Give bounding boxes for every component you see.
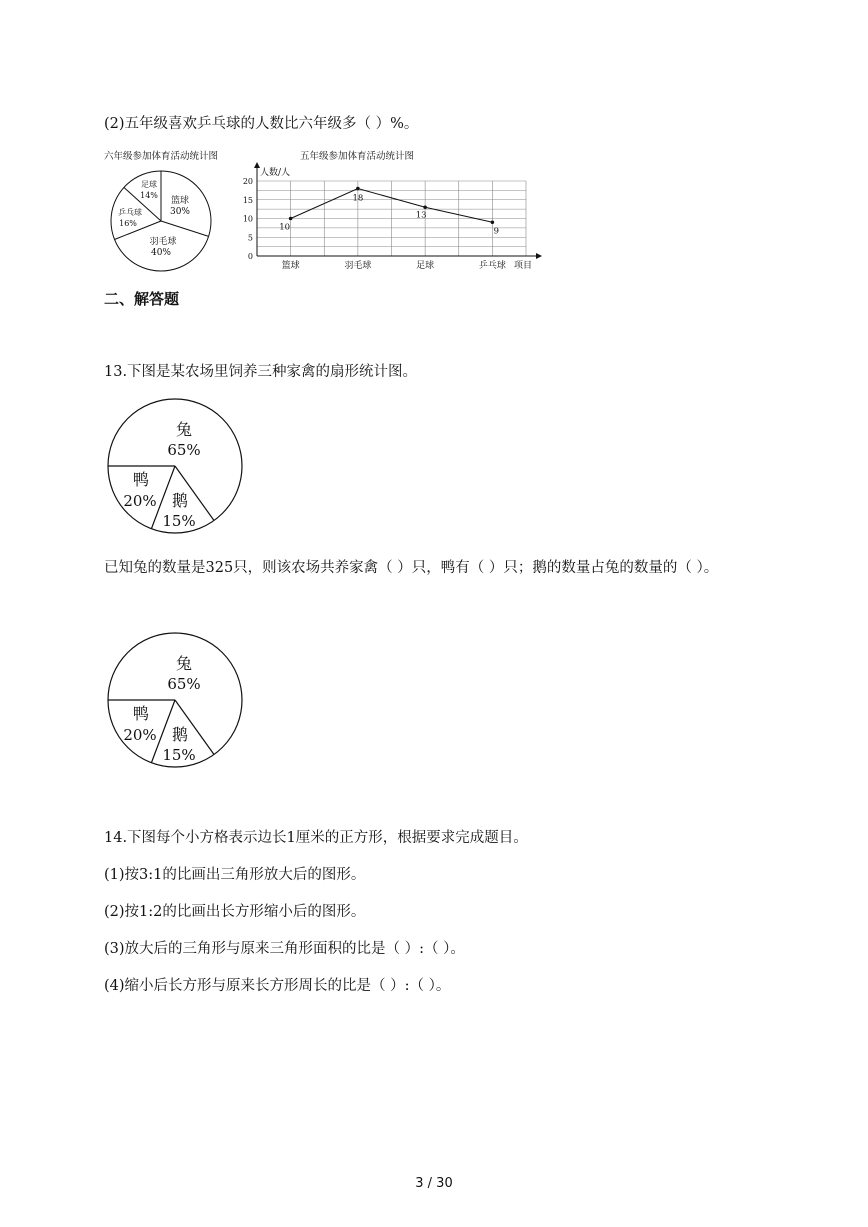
data-label: 9 <box>493 226 500 237</box>
y-tick-label: 10 <box>242 214 253 224</box>
q14-part3: (3)放大后的三角形与原来三角形面积的比是（ ）:（ ）。 <box>104 941 465 957</box>
q14-part4: (4)缩小后长方形与原来长方形周长的比是（ ）:（ ）。 <box>104 978 451 994</box>
rabbit-label: 兔 <box>175 420 193 439</box>
duck-label-2: 鸭 <box>132 704 150 723</box>
data-label: 13 <box>415 210 427 221</box>
y-axis-label: 人数/人 <box>260 168 291 178</box>
rabbit-pct-2: 65% <box>167 675 201 693</box>
farm-pie-chart-2 <box>104 632 246 768</box>
q13-text: 13.下图是某农场里饲养三种家禽的扇形统计图。 <box>104 364 418 380</box>
rabbit-pct: 65% <box>167 441 201 459</box>
q13-question: 已知兔的数量是325只，则该农场共养家禽（ ）只，鸭有（ ）只；鹅的数量占兔的数量的（ ）。 <box>104 560 719 576</box>
q14-part1: (1)按3:1的比画出三角形放大后的图形。 <box>104 867 366 883</box>
farm-pie-chart-1 <box>104 398 246 534</box>
pie-pct-basketball: 30% <box>169 207 191 217</box>
line-chart-axes <box>254 162 542 259</box>
data-point <box>356 187 360 191</box>
five-grade-line-chart <box>236 162 546 274</box>
pie-label-football: 足球 <box>141 180 157 189</box>
rabbit-label-2: 兔 <box>175 654 193 673</box>
y-tick-label: 0 <box>247 252 253 261</box>
x-axis-label: 项目 <box>513 261 533 271</box>
goose-label: 鹅 <box>171 491 189 510</box>
y-tick-label: 15 <box>242 195 253 205</box>
pie-label-badminton: 羽毛球 <box>149 237 177 247</box>
five-grade-chart-title: 五年级参加体育活动统计图 <box>300 151 415 162</box>
x-axis-arrow <box>536 253 542 259</box>
pie-pct-badminton: 40% <box>150 248 172 258</box>
goose-pct: 15% <box>162 512 196 530</box>
data-label: 18 <box>352 193 364 204</box>
q14-text: 14.下图每个小方格表示边长1厘米的正方形，根据要求完成题目。 <box>104 830 528 846</box>
x-tick-label: 乒乓球 <box>478 261 506 271</box>
pie-pct-pingpong: 16% <box>119 219 137 228</box>
data-point <box>289 217 293 221</box>
duck-pct: 20% <box>123 492 157 510</box>
pie-pct-football: 14% <box>140 191 158 200</box>
data-label: 10 <box>279 222 291 233</box>
y-tick-label: 5 <box>247 233 253 243</box>
pie-label-pingpong: 乒乓球 <box>118 208 142 217</box>
x-tick-label: 篮球 <box>281 261 300 271</box>
x-tick-label: 足球 <box>416 261 435 271</box>
goose-label-2: 鹅 <box>171 725 189 744</box>
duck-label: 鸭 <box>132 470 150 489</box>
y-tick-label: 20 <box>242 177 253 186</box>
duck-pct-2: 20% <box>123 726 157 744</box>
six-grade-pie-chart <box>108 168 214 274</box>
six-grade-chart-title: 六年级参加体育活动统计图 <box>104 151 219 162</box>
goose-pct-2: 15% <box>162 746 196 764</box>
data-point <box>491 220 495 224</box>
page-number: 3 / 30 <box>415 1176 453 1191</box>
q14-part2: (2)按1:2的比画出长方形缩小后的图形。 <box>104 904 366 920</box>
data-point <box>423 205 427 209</box>
section-title: 二、解答题 <box>104 290 180 308</box>
x-tick-label: 羽毛球 <box>344 261 372 271</box>
line-chart-grid <box>257 181 526 256</box>
q12-part2-text: (2)五年级喜欢乒乓球的人数比六年级多（ ）%。 <box>104 116 419 132</box>
pie-label-basketball: 篮球 <box>170 196 190 206</box>
